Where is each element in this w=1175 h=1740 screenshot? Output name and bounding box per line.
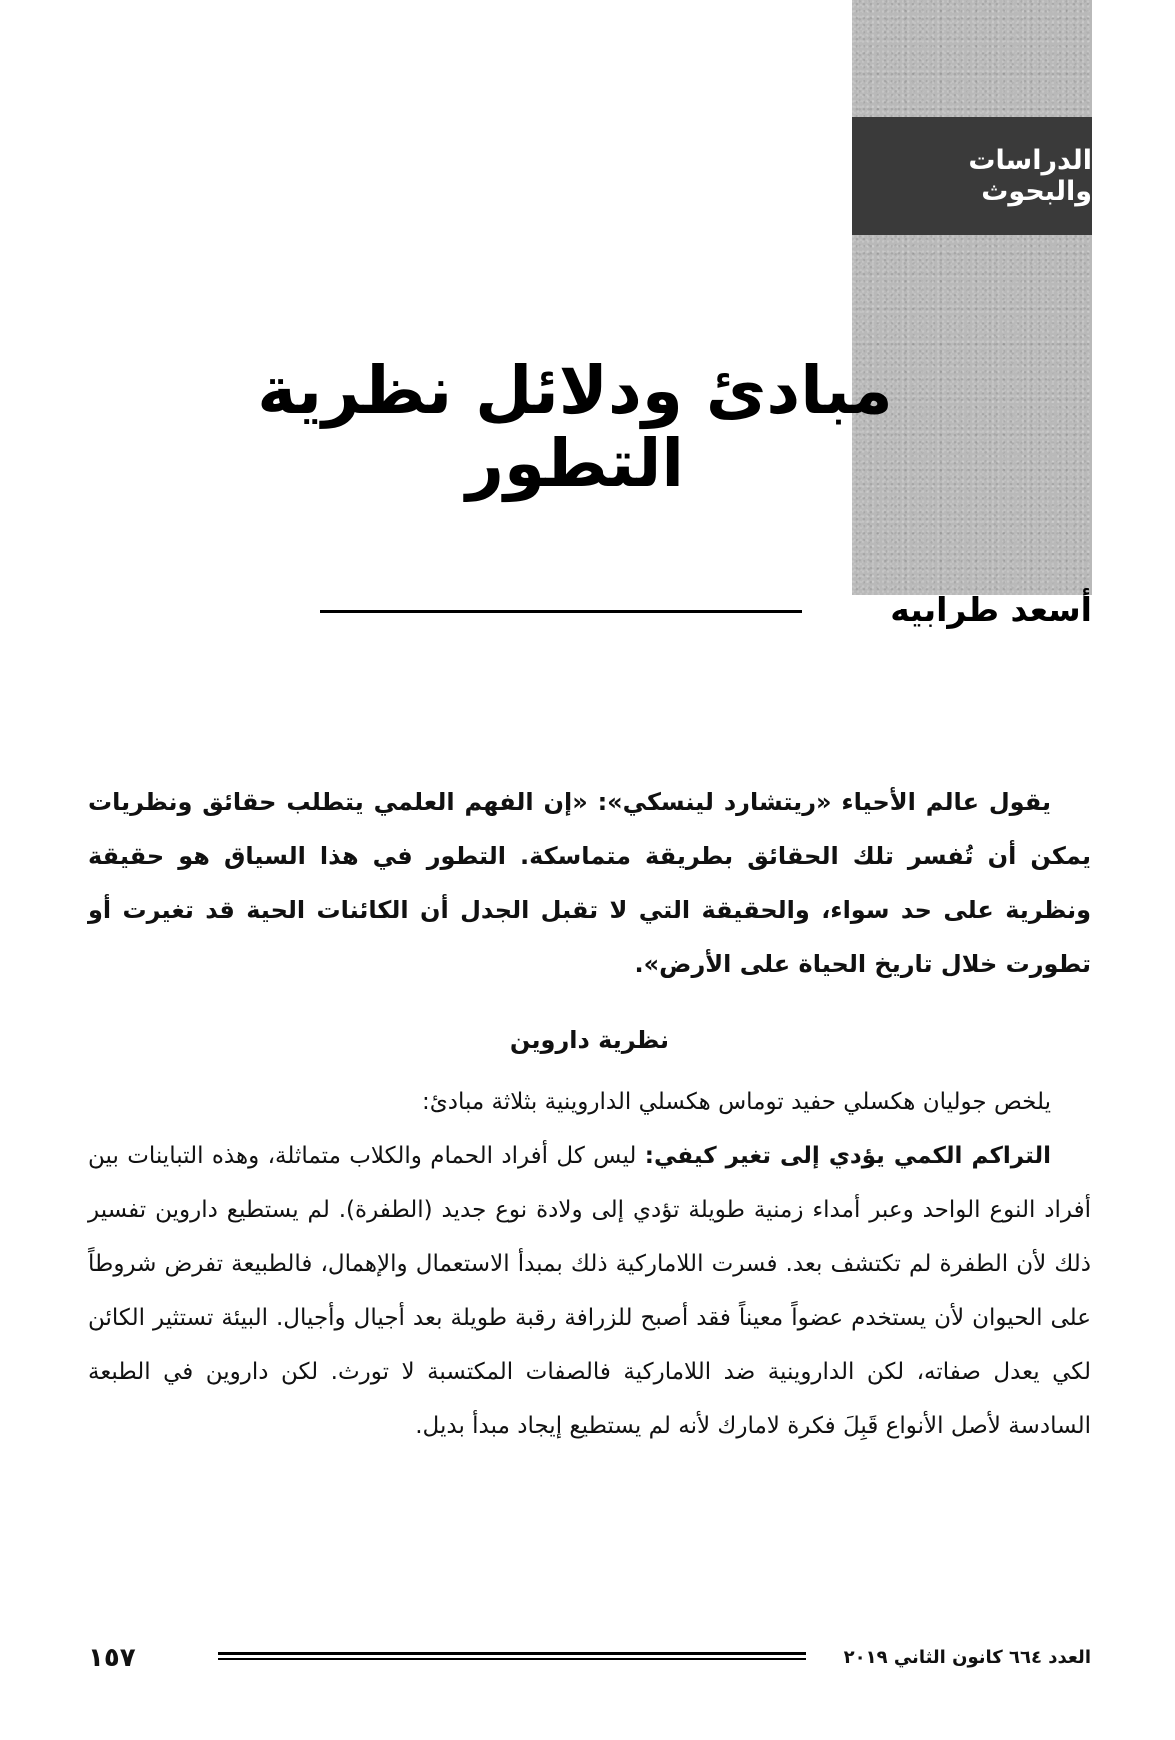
intro-paragraph: يقول عالم الأحياء «ريتشارد لينسكي»: «إن الفهم العلمي يتطلب حقائق ونظريات يمكن أن تُفسر تلك الحقائق بطريقة متماسكة. التطور في هذا السياق هو حقيقة ونظرية على حد سواء، والحقيقة التي لا تقبل الجدل أن الكائنات الحية قد تغيرت أو تطورت خلال تاريخ الحياة على الأرض». bbox=[88, 788, 1091, 978]
issue-info: العدد ٦٦٤ كانون الثاني ٢٠١٩ bbox=[843, 1647, 1091, 1668]
section-label bbox=[852, 117, 1092, 235]
lead-paragraph: يلخص جوليان هكسلي حفيد توماس هكسلي الداروينية بثلاثة مبادئ: bbox=[421, 1089, 1051, 1115]
page-footer bbox=[88, 1640, 1091, 1676]
principle-paragraph bbox=[88, 1129, 1091, 1453]
author-row bbox=[320, 585, 1092, 635]
article-body bbox=[88, 775, 1091, 1453]
footer-divider bbox=[218, 1652, 806, 1660]
author-name: أسعد طرابيه bbox=[890, 590, 1092, 629]
article-title: مبادئ ودلائل نظرية التطور bbox=[257, 352, 893, 502]
section-subheading: نظرية داروين bbox=[509, 1026, 670, 1054]
decorative-gray-strip-top bbox=[852, 0, 1092, 117]
principle-text: ليس كل أفراد الحمام والكلاب متماثلة، وهذه التباينات بين أفراد النوع الواحد وعبر أمداء زمنية طويلة تؤدي إلى ولادة نوع جديد (الطفرة). لم يستطيع داروين تفسير ذلك لأن الطفرة لم تكتشف بعد. فسرت اللاماركية ذلك بمبدأ الاستعمال والإهمال، فالطبيعة تفرض شروطاً على الحيوان لأن يستخدم عضواً معيناً فقد أصبح للزرافة رقبة طويلة بعد أجيال وأجيال. البيئة تستثير الكائن لكي يعدل صفاته، لكن الداروينية ضد اللاماركية فالصفات المكتسبة لا تورث. لكن داروين في الطبعة السادسة لأصل الأنواع قَبِلَ فكرة لامارك لأنه لم يستطيع إيجاد مبدأ بديل. bbox=[88, 1143, 1091, 1439]
author-divider bbox=[320, 610, 802, 613]
section-label-text: الدراسات والبحوث bbox=[968, 145, 1092, 207]
principle-title: التراكم الكمي يؤدي إلى تغير كيفي: bbox=[644, 1143, 1051, 1169]
page-number: ١٥٧ bbox=[88, 1643, 136, 1673]
